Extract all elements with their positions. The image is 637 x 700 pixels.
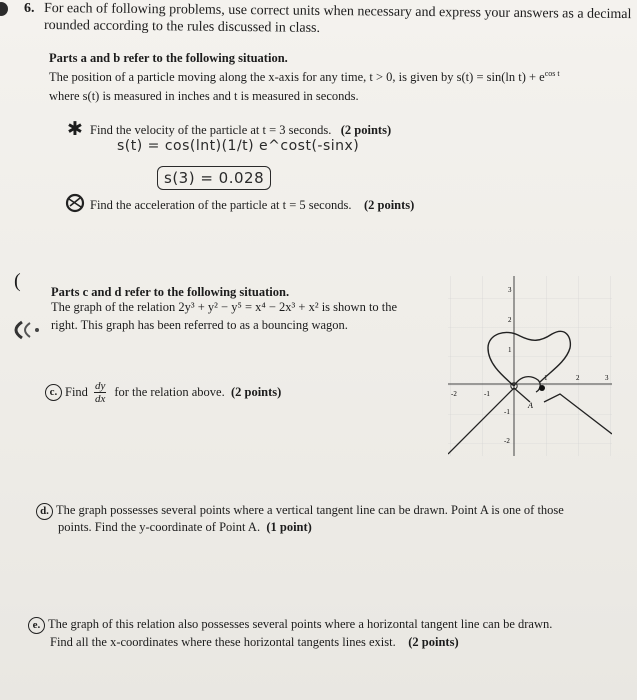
pencil-paren-mark: ( — [14, 270, 21, 292]
x-tick-label: -2 — [451, 390, 457, 398]
part-cd-line-1: The graph of the relation 2y³ + y² − y⁵ = x⁴ − 2x³ + x² is shown to the — [51, 300, 398, 314]
intro-line-1: For each of following problems, use correct units when necessary and express your answers as a decimal — [43, 1, 632, 23]
part-d-question-line-2: points. Find the y-coordinate of Point A. (1 point) — [58, 520, 312, 534]
y-tick-label: 2 — [508, 316, 512, 324]
star-mark-icon: ✱ — [67, 119, 83, 140]
part-a-handwritten-work: s(t) = cos(lnt)(1/t) e^cost(-sinx) — [117, 138, 360, 154]
part-c-label: c. — [45, 384, 62, 401]
problem-number: 6. — [24, 1, 35, 16]
point-a-marker — [539, 385, 545, 391]
part-cd-heading: Parts c and d refer to the following situation. — [51, 285, 290, 299]
part-d-question-line-1: d. The graph possesses several points where a vertical tangent line can be drawn. Point A is one of those — [36, 503, 564, 520]
bouncing-wagon-graph — [448, 276, 612, 456]
part-ab-line-2: where s(t) is measured in inches and t is measured in seconds. — [49, 89, 359, 103]
part-e-label: e. — [28, 617, 45, 634]
part-b-marker — [64, 192, 86, 219]
part-ab-line-1: The position of a particle moving along the x-axis for any time, t > 0, is given by s(t) = sin(ln $t) + e^{cos t}$ — [49, 69, 560, 85]
x-tick-label: 1 — [544, 374, 548, 382]
binder-hole — [0, 2, 8, 16]
part-cd-line-2: right. This graph has been referred to as a bouncing wagon. — [51, 318, 348, 332]
part-e-question-line-1: e. The graph of this relation also possesses several points where a horizontal tangent line can be drawn. — [28, 617, 552, 634]
part-ab-heading: Parts a and b refer to the following situation. — [49, 51, 288, 65]
part-d-label: d. — [36, 503, 53, 520]
intro-line-2: rounded according to the rules discussed in class. — [43, 18, 321, 36]
x-tick-label: 2 — [576, 374, 580, 382]
y-tick-label: 3 — [508, 286, 512, 294]
part-e-question-line-2: Find all the x-coordinates where these horizontal tangents lines exist. (2 points) — [50, 635, 459, 649]
part-c-question: c. Find dy dx for the relation above. (2 points) — [45, 380, 281, 405]
x-tick-label: 3 — [605, 374, 609, 382]
part-a-question: Find the velocity of the particle at t = 3 seconds. (2 points) — [90, 123, 392, 137]
part-b-question: Find the acceleration of the particle at t = 5 seconds. (2 points) — [90, 198, 415, 212]
binder-hole-marks — [4, 318, 44, 347]
scribbled-circle-icon — [64, 192, 86, 214]
y-tick-label: -2 — [504, 437, 510, 445]
y-tick-label: 1 — [508, 346, 512, 354]
point-a-label: A — [528, 401, 533, 410]
dy-dx-fraction: dy dx — [94, 380, 106, 405]
x-tick-label: -1 — [484, 390, 490, 398]
y-tick-label: -1 — [504, 408, 510, 416]
part-a-answer-box: s(3) = 0.028 — [157, 166, 271, 190]
